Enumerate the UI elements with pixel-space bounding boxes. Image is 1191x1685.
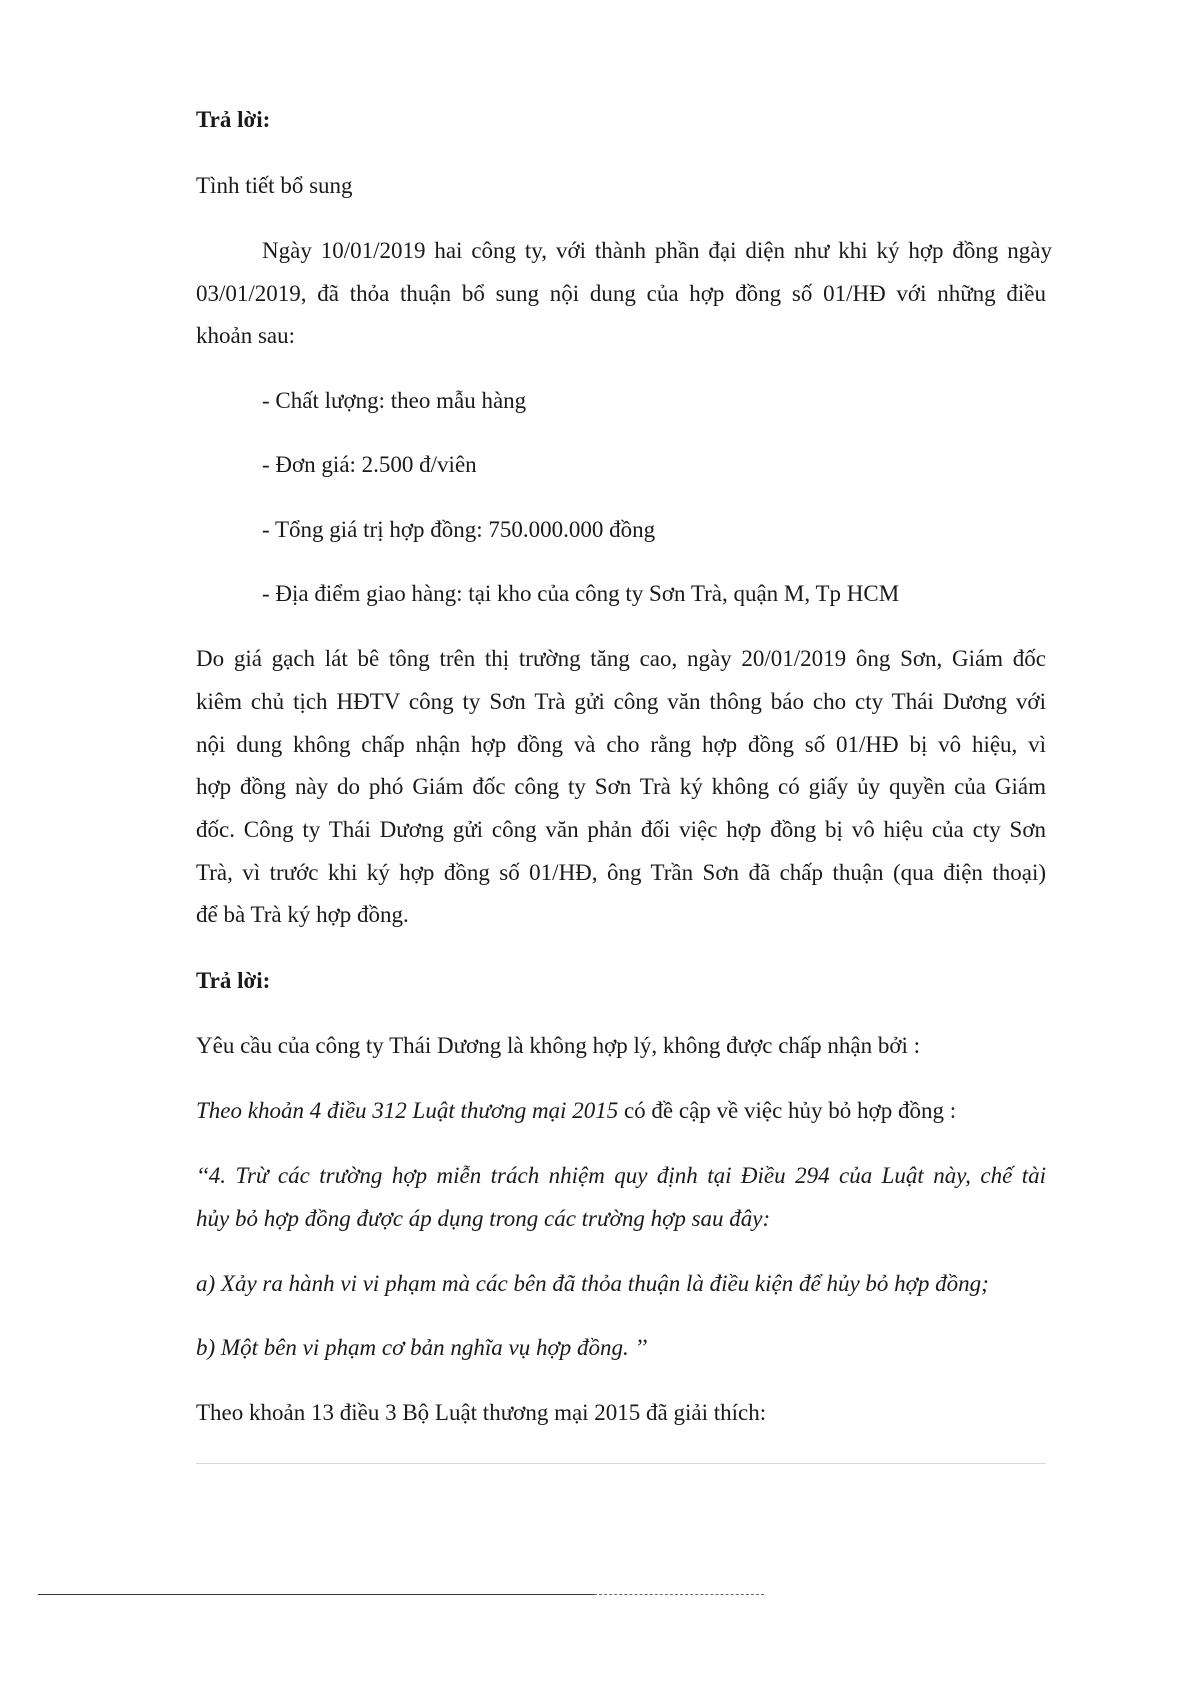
para2-line-4: hợp đồng này do phó Giám đốc công ty Sơn Trà ký không có giấy ủy quyền của Giám bbox=[196, 774, 1046, 799]
law-reference-text: có đề cập về việc hủy bỏ hợp đồng : bbox=[618, 1098, 957, 1123]
quote-item-b: b) Một bên vi phạm cơ bản nghĩa vụ hợp đồng. ’’ bbox=[196, 1335, 648, 1360]
content-divider bbox=[196, 1463, 1046, 1464]
quote-item-a: a) Xảy ra hành vi vi phạm mà các bên đã thỏa thuận là điều kiện để hủy bỏ hợp đồng; bbox=[196, 1271, 989, 1296]
para2-line-3: nội dung không chấp nhận hợp đồng và cho rằng hợp đồng số 01/HĐ bị vô hiệu, vì bbox=[196, 732, 1046, 757]
para2-line-1: Do giá gạch lát bê tông trên thị trường tăng cao, ngày 20/01/2019 ông Sơn, Giám đốc bbox=[196, 646, 1046, 671]
bullet-unit-price: - Đơn giá: 2.500 đ/viên bbox=[262, 452, 477, 477]
bullet-quality: - Chất lượng: theo mẫu hàng bbox=[262, 388, 527, 413]
answer-heading-2: Trả lời: bbox=[196, 968, 271, 993]
para2-line-6: Trà, vì trước khi ký hợp đồng số 01/HĐ, ông Trần Sơn đã chấp thuận (qua điện thoại) bbox=[196, 860, 1046, 885]
quote-line-2: hủy bỏ hợp đồng được áp dụng trong các trường hợp sau đây: bbox=[196, 1206, 771, 1231]
para1-line-3: khoản sau: bbox=[196, 323, 296, 348]
footer-rule bbox=[38, 1594, 594, 1595]
footer-rule-dashed bbox=[594, 1594, 764, 1595]
quote-line-1: ‘‘4. Trừ các trường hợp miễn trách nhiệm quy định tại Điều 294 của Luật này, chế tài bbox=[196, 1163, 1046, 1188]
bullet-delivery-location: - Địa điểm giao hàng: tại kho của công ty Sơn Trà, quận M, Tp HCM bbox=[262, 581, 900, 606]
supplement-subheading: Tình tiết bổ sung bbox=[196, 173, 353, 198]
bullet-total-value: - Tổng giá trị hợp đồng: 750.000.000 đồng bbox=[262, 517, 656, 542]
answer-intro: Yêu cầu của công ty Thái Dương là không hợp lý, không được chấp nhận bởi : bbox=[196, 1033, 921, 1058]
law-reference bbox=[196, 1097, 956, 1125]
para1-line-1: Ngày 10/01/2019 hai công ty, với thành phần đại diện như khi ký hợp đồng ngày bbox=[262, 238, 1052, 263]
para2-line-5: đốc. Công ty Thái Dương gửi công văn phản đối việc hợp đồng bị vô hiệu của cty Sơn bbox=[196, 817, 1046, 842]
para2-line-2: kiêm chủ tịch HĐTV công ty Sơn Trà gửi công văn thông báo cho cty Thái Dương với bbox=[196, 689, 1046, 714]
law-reference-citation: Theo khoản 4 điều 312 Luật thương mại 2015 bbox=[196, 1098, 619, 1123]
para1-line-2: 03/01/2019, đã thỏa thuận bổ sung nội dung của hợp đồng số 01/HĐ với những điều bbox=[196, 281, 1046, 306]
answer-heading-1: Trả lời: bbox=[196, 107, 271, 132]
para2-line-7: để bà Trà ký hợp đồng. bbox=[196, 902, 409, 927]
final-line: Theo khoản 13 điều 3 Bộ Luật thương mại 2015 đã giải thích: bbox=[196, 1400, 767, 1425]
